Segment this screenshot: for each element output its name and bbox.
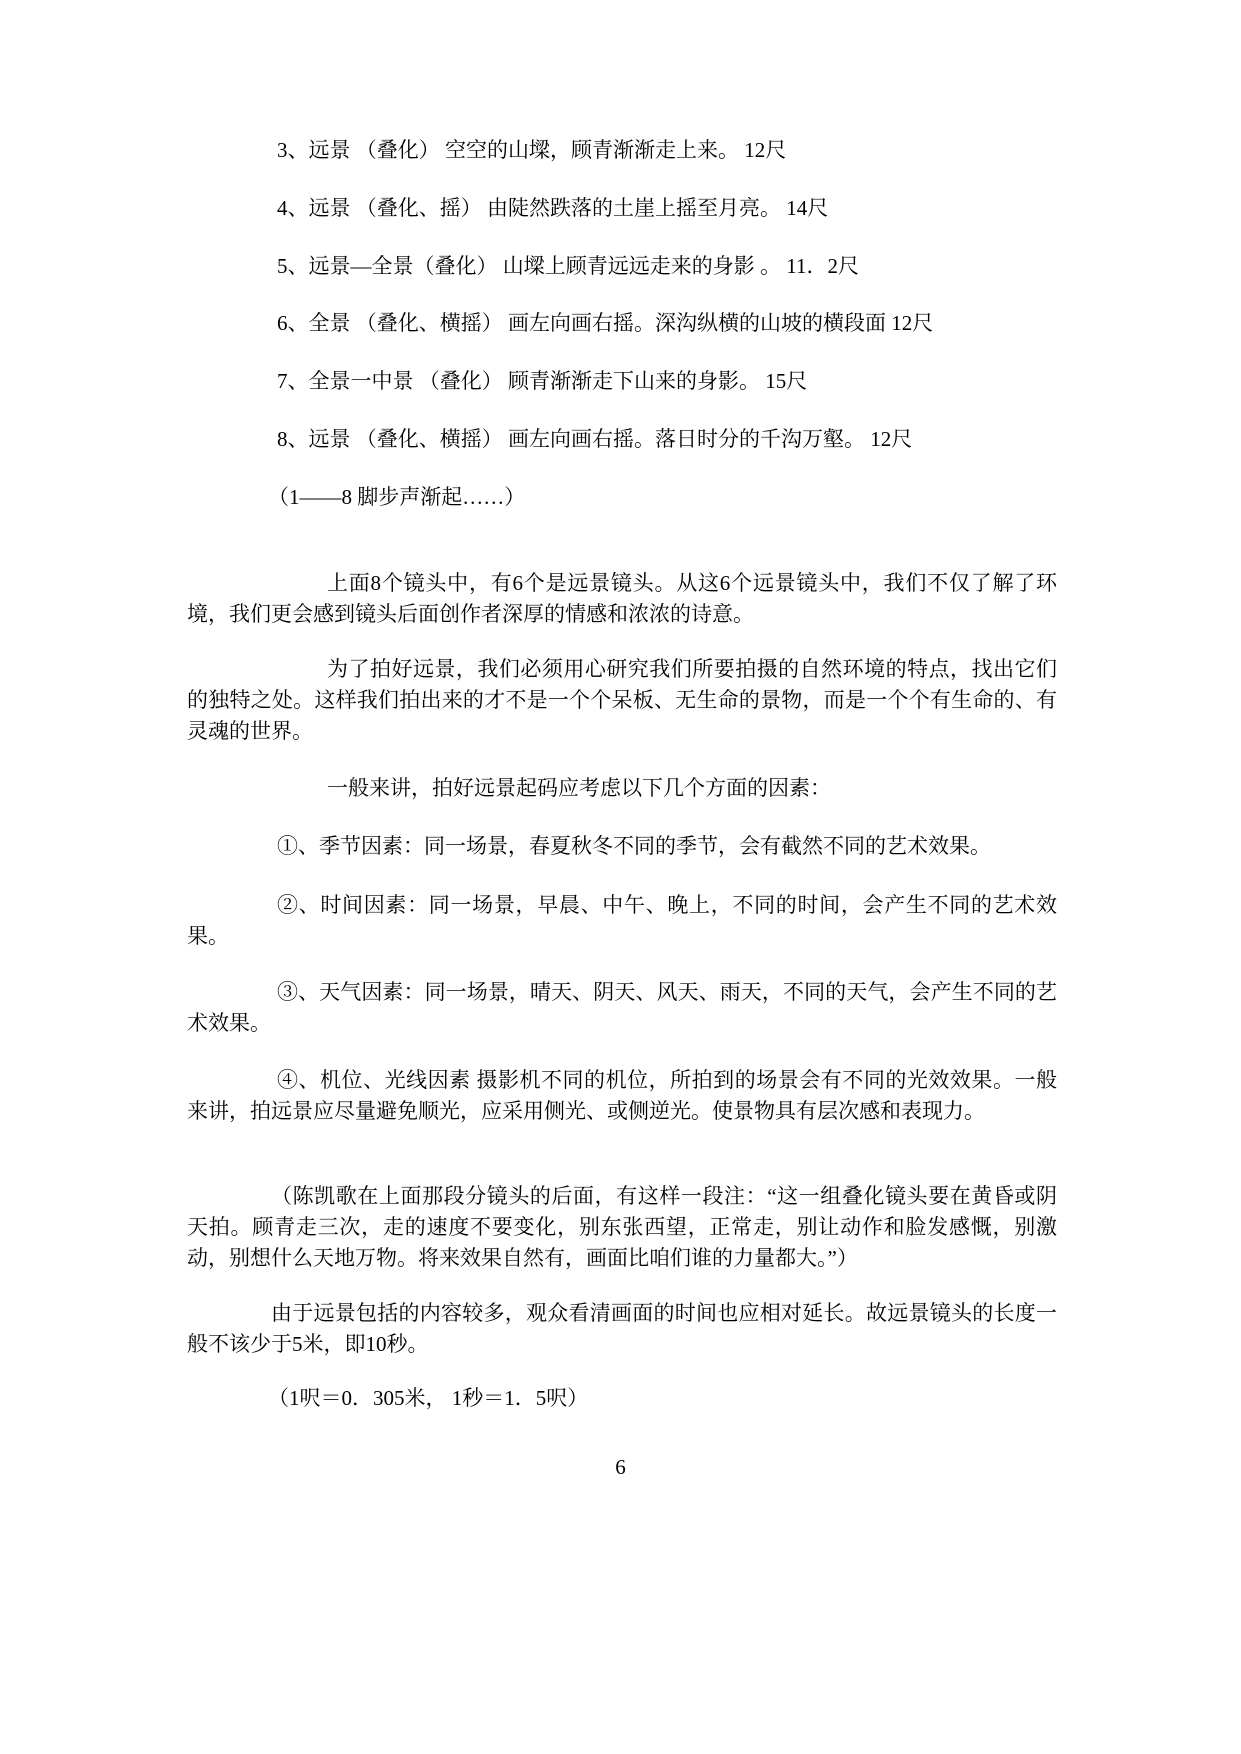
paragraph: 为了拍好远景，我们必须用心研究我们所要拍摄的自然环境的特点，找出它们的独特之处。这样我们拍出来的才不是一个个呆板、无生命的景物，而是一个个有生命的、有灵魂的世界。 bbox=[187, 657, 1057, 743]
paragraph: 上面8个镜头中，有6个是远景镜头。从这6个远景镜头中，我们不仅了解了环境，我们更会感到镜头后面创作者深厚的情感和浓浓的诗意。 bbox=[187, 571, 1057, 626]
shot-item: 3、远景 （叠化） 空空的山墚，顾青渐渐走上来。 12尺 bbox=[277, 138, 787, 162]
unit-conversion: （1呎＝0．305米， 1秒＝1．5呎） bbox=[268, 1386, 589, 1410]
shots-note: （1——8 脚步声渐起……） bbox=[268, 485, 526, 509]
factor-item: ①、季节因素：同一场景，春夏秋冬不同的季节，会有截然不同的艺术效果。 bbox=[277, 834, 991, 858]
factor-item: ③、天气因素：同一场景，晴天、阴天、风天、雨天，不同的天气，会产生不同的艺术效果。 bbox=[187, 980, 1057, 1035]
shot-item: 8、远景 （叠化、横摇） 画左向画右摇。落日时分的千沟万壑。 12尺 bbox=[277, 427, 913, 451]
factor-item: ④、机位、光线因素 摄影机不同的机位，所拍到的场景会有不同的光效效果。一般来讲，拍远景应尽量避免顺光，应采用侧光、或侧逆光。使景物具有层次感和表现力。 bbox=[187, 1068, 1057, 1123]
quote-paragraph: （陈凯歌在上面那段分镜头的后面，有这样一段注：“这一组叠化镜头要在黄昏或阴天拍。顾青走三次，走的速度不要变化，别东张西望，正常走，别让动作和脸发感慨，别激动，别想什么天地万物。将来效果自然有，画面比咱们谁的力量都大。”） bbox=[187, 1184, 1057, 1270]
page-number: 6 bbox=[615, 1455, 626, 1479]
paragraph: 由于远景包括的内容较多，观众看清画面的时间也应相对延长。故远景镜头的长度一般不该少于5米，即10秒。 bbox=[187, 1301, 1057, 1356]
shot-item: 5、远景—全景（叠化） 山墚上顾青远远走来的身影 。 11．2尺 bbox=[277, 254, 859, 278]
shot-item: 7、全景一中景 （叠化） 顾青渐渐走下山来的身影。 15尺 bbox=[277, 369, 808, 393]
shot-item: 6、全景 （叠化、横摇） 画左向画右摇。深沟纵横的山坡的横段面 12尺 bbox=[277, 311, 934, 335]
paragraph: 一般来讲，拍好远景起码应考虑以下几个方面的因素： bbox=[327, 776, 831, 800]
shot-item: 4、远景 （叠化、摇） 由陡然跌落的土崖上摇至月亮。 14尺 bbox=[277, 196, 829, 220]
factor-item: ②、时间因素：同一场景，早晨、中午、晚上，不同的时间，会产生不同的艺术效果。 bbox=[187, 893, 1057, 948]
